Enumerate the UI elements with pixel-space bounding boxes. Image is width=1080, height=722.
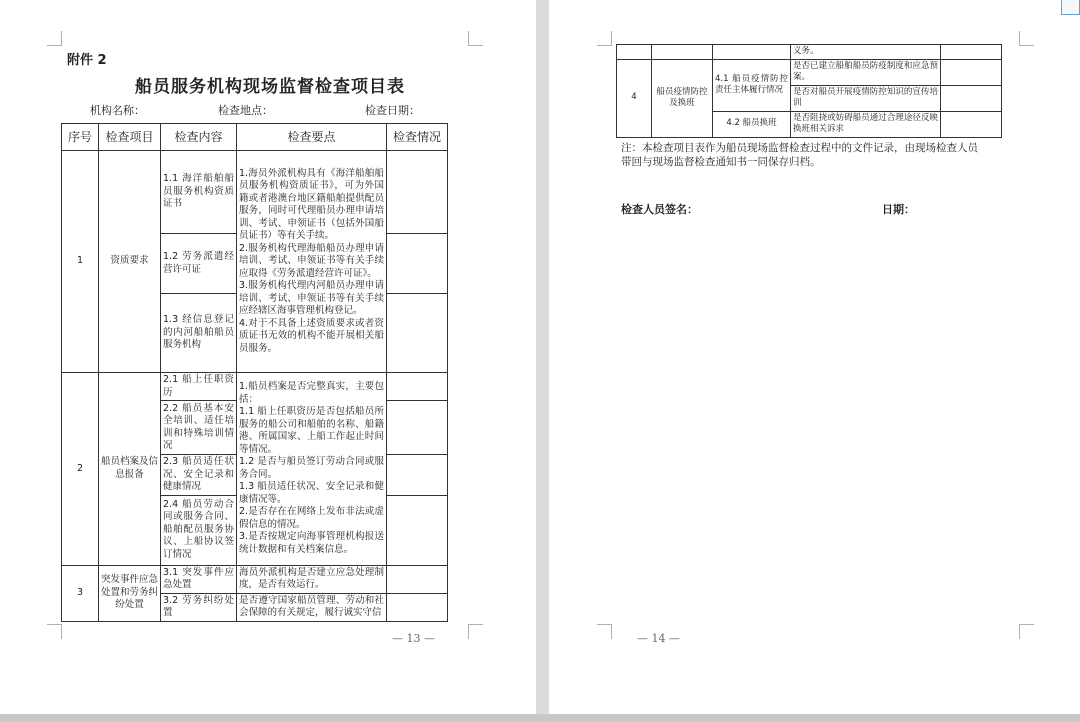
row-1-points: 1.海员外派机构具有《海洋船舶船员服务机构资质证书》，可为外国籍或者港澳台地区籍船舶提供配员服务，同时可代理船员办理申请培训、考试、申领证书（包括外国船员证书）等有关手续。 2.服务机构代理海船船员办理申请培训、考试、申领证书等有关手续应取得《劳务派遣经营许可证》。 3.服务机构代理内河船员办理申请培训、考试、申领证书等有关手续应经辖区海事管理机构登记。 4.对于不具备上述资质要求或者资质证书无效的机构不能开展相关船员服务。 — [237, 151, 387, 373]
row-3-item: 突发事件应急处置和劳务纠纷处置 — [99, 565, 161, 621]
inspection-table-continued — [616, 44, 1002, 138]
crop-mark-top-left — [597, 31, 612, 46]
inspection-table — [61, 123, 448, 622]
row-1-status-3[interactable] — [387, 294, 448, 373]
crop-mark-bottom-left — [47, 624, 62, 639]
crop-mark-top-right — [1019, 31, 1034, 46]
row-2-status-3[interactable] — [387, 455, 448, 496]
row-4-number: 4 — [617, 59, 652, 137]
cont-item — [652, 45, 713, 60]
bottom-scroll-area[interactable] — [0, 714, 1080, 722]
row-1-status-1[interactable] — [387, 151, 448, 234]
row-3-status-1[interactable] — [387, 565, 448, 593]
header-item: 检查项目 — [99, 124, 161, 151]
header-status: 检查情况 — [387, 124, 448, 151]
crop-mark-bottom-right — [468, 624, 483, 639]
crop-mark-bottom-right — [1019, 624, 1034, 639]
row-2-number: 2 — [62, 373, 99, 566]
row-2-content-4: 2.4 船员劳动合同或服务合同、船舶配员服务协议、上船协议签订情况 — [161, 495, 237, 565]
inspection-date-label: 检查日期： — [365, 104, 420, 117]
signature-label: 检查人员签名： — [621, 203, 698, 216]
attachment-label: 附件 2 — [67, 53, 107, 68]
row-4-points-2: 是否对船员开展疫情防控知识的宣传培训 — [791, 85, 941, 111]
document-title: 船员服务机构现场监督检查项目表 — [135, 77, 405, 97]
org-name-label: 机构名称： — [90, 104, 145, 117]
document-page-14 — [549, 0, 1080, 714]
row-1-content-3: 1.3 经信息登记的内河船舶船员服务机构 — [161, 294, 237, 373]
row-2-status-1[interactable] — [387, 373, 448, 401]
crop-mark-top-left — [47, 31, 62, 46]
cont-no — [617, 45, 652, 60]
crop-mark-bottom-left — [597, 624, 612, 639]
header-points: 检查要点 — [237, 124, 387, 151]
row-1-content-1: 1.1 海洋船舶船员服务机构资质证书 — [161, 151, 237, 234]
row-3-points-1: 海员外派机构是否建立应急处理制度，是否有效运行。 — [237, 565, 387, 593]
row-3-content-1: 3.1 突发事件应急处置 — [161, 565, 237, 593]
table-row — [617, 45, 1002, 60]
row-4-points-1: 是否已建立船舶船员防疫制度和应急预案。 — [791, 59, 941, 85]
document-page-13 — [0, 0, 536, 714]
table-row — [62, 373, 448, 401]
row-2-content-1: 2.1 船上任职资历 — [161, 373, 237, 401]
row-1-content-2: 1.2 劳务派遣经营许可证 — [161, 234, 237, 294]
row-4-content-2: 4.2 船员换班 — [713, 111, 791, 137]
row-3-content-2: 3.2 劳务纠纷处置 — [161, 593, 237, 621]
table-row — [617, 59, 1002, 85]
page-number: — 14 — — [637, 632, 680, 645]
row-1-number: 1 — [62, 151, 99, 373]
header-content: 检查内容 — [161, 124, 237, 151]
row-1-item: 资质要求 — [99, 151, 161, 373]
row-2-status-4[interactable] — [387, 495, 448, 565]
row-3-number: 3 — [62, 565, 99, 621]
row-4-item: 船员疫情防控及换班 — [652, 59, 713, 137]
row-4-content-1: 4.1 船员疫情防控责任主体履行情况 — [713, 59, 791, 111]
row-2-item: 船员档案及信息报备 — [99, 373, 161, 566]
cont-status[interactable] — [941, 45, 1002, 60]
row-1-status-2[interactable] — [387, 234, 448, 294]
row-4-status-2[interactable] — [941, 85, 1002, 111]
row-2-status-2[interactable] — [387, 401, 448, 455]
page-number: — 13 — — [392, 632, 435, 645]
table-row — [62, 565, 448, 593]
row-3-points-2: 是否遵守国家船员管理、劳动和社会保障的有关规定，履行诚实守信 — [237, 593, 387, 621]
row-2-points: 1.船员档案是否完整真实，主要包括： 1.1 船上任职资历是否包括船员所服务的船公司和船舶的名称、船籍港、所属国家、上船工作起止时间等情况。 1.2 是否与船员签订劳动合同或服务合同。 1.3 船员适任状况、安全记录和健康情况等。 2.是否存在在网络上发布非法或虚假信息的情况。 3.是否按规定向海事管理机构报送统计数据和有关档案信息。 — [237, 373, 387, 566]
corner-scroll-tab[interactable] — [1061, 0, 1080, 15]
cont-points: 义务。 — [791, 45, 941, 60]
row-2-content-2: 2.2 船员基本安全培训、适任培训和特殊培训情况 — [161, 401, 237, 455]
table-header-row — [62, 124, 448, 151]
row-4-points-3: 是否阻挠或妨碍船员通过合理途径反映换班相关诉求 — [791, 111, 941, 137]
row-3-status-2[interactable] — [387, 593, 448, 621]
table-note: 注：本检查项目表作为船员现场监督检查过程中的文件记录，由现场检查人员带回与现场监督检查通知书一同保存归档。 — [621, 142, 978, 168]
row-2-content-3: 2.3 船员适任状况、安全记录和健康情况 — [161, 455, 237, 496]
row-4-status-3[interactable] — [941, 111, 1002, 137]
row-4-status-1[interactable] — [941, 59, 1002, 85]
cont-content — [713, 45, 791, 60]
crop-mark-top-right — [468, 31, 483, 46]
inspection-place-label: 检查地点： — [218, 104, 273, 117]
table-row — [62, 151, 448, 234]
header-no: 序号 — [62, 124, 99, 151]
date-label: 日期： — [882, 203, 915, 216]
